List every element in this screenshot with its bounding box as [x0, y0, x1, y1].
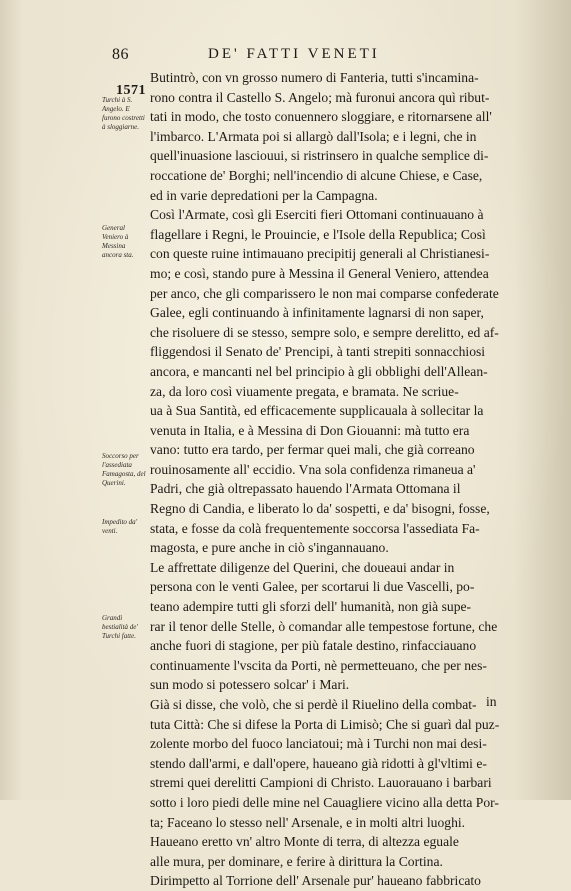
text-line: rar il tenor delle Stelle, ò comandar alle tempestose fortune, che	[150, 618, 498, 634]
margin-note: Turchi à S. Angelo. E furono costretti à sloggiarne.	[102, 96, 145, 131]
text-line: Le affrettate diligenze del Querini, che doueaui andar in	[150, 559, 455, 575]
text-line: fliggendosi il Senato de' Prencipi, à tanti strepiti sonnacchiosi	[150, 344, 486, 360]
text-line: tati in modo, che tosto conuennero sloggiare, e ritornarsene all'	[150, 109, 492, 125]
text-line: flagellare i Regni, le Prouincie, e l'Isole della Republica; Così	[150, 226, 486, 242]
text-line: persona con le venti Galee, per scortarui li due Vascelli, po-	[150, 579, 475, 595]
text-line: mo; e così, stando pure à Messina il General Veniero, attendea	[150, 265, 489, 281]
text-line: che risoluere di se stesso, sempre solo, e sempre derelitto, ed af-	[150, 324, 499, 340]
margin-note: Soccorso per l'assediata Famagosta, del Querini.	[102, 452, 146, 487]
margin-note: Grandi bestialità de' Turchi fatte.	[102, 614, 138, 640]
text-line: roccatione de' Borghi; nell'incendio di alcune Chiese, e Case,	[150, 167, 483, 183]
text-line: rouinosamente all' eccidio. Vna sola confidenza rimaneua a'	[150, 461, 476, 477]
body-text	[150, 68, 530, 891]
text-line: stata, e fosse da colà frequentemente soccorsa l'assediata Fa-	[150, 520, 480, 536]
text-line: ancora, e mancanti nel bel principio à gli obblighi dell'Allean-	[150, 363, 488, 379]
text-line: continuamente l'vscita da Porti, nè permetteuano, che per nes-	[150, 657, 487, 673]
text-line: teano adempire tutti gli sforzi dell' humanità, non già supe-	[150, 599, 472, 615]
text-line: za, da loro così viuamente pregata, e bramata. Ne scriue-	[150, 383, 459, 399]
text-line: sun modo si potessero solcar' i Mari.	[150, 677, 350, 693]
margin-note: Impedito da' venti.	[102, 518, 138, 535]
text-line: zolente morbo del fuoco lanciatoui; mà i Turchi non mai desi-	[150, 736, 487, 752]
text-line: quell'inuasione lasciouui, si ristrinsero in qualche semplice di-	[150, 148, 489, 164]
text-line: Già si disse, che volò, che si perdè il Riuelino della combat-	[150, 697, 477, 712]
text-line: venuta in Italia, e à Messina di Don Giouanni: mà tutto era	[150, 422, 470, 438]
text-line: ed in varie depredationi per la Campagna.	[150, 187, 378, 203]
margin-note: General Veniero à Messina ancora sta.	[102, 224, 134, 259]
text-line: magosta, e pure anche in ciò s'ingannauano.	[150, 540, 389, 556]
text-line: ta; Faceano lo stesso nell' Arsenale, e in molti altri luoghi.	[150, 814, 466, 830]
text-line: Regno di Candia, e liberato lo da' sospetti, e da' bisogni, fosse,	[150, 501, 490, 517]
text-line: tuta Città: Che si difese la Porta di Limisò; Che si guarì dal puz-	[150, 716, 500, 732]
running-title: DE' FATTI VENETI	[208, 46, 380, 62]
text-line: Padri, che già oltrepassato hauendo l'Armata Ottomana il	[150, 481, 461, 497]
page-number: 86	[112, 46, 129, 63]
text-line: Così l'Armate, così gli Eserciti fieri Ottomani continuauano à	[150, 207, 484, 223]
text-line: alle mura, per dominare, e ferire à dirittura la Cortina.	[150, 853, 443, 869]
text-line: rono contra il Castello S. Angelo; mà furonui ancora quì ribut-	[150, 89, 490, 105]
text-line: sotto i loro piedi delle mine nel Cauagliere vicino alla detta Por-	[150, 794, 499, 810]
text-line: con queste ruine intimauano precipitij generali al Christianesi-	[150, 246, 490, 262]
text-line: ua à Sua Santità, ed efficacemente supplicauala à sollecitar la	[150, 403, 484, 419]
text-line: vano: tutto era tardo, per fermar quei mali, che già correano	[150, 442, 475, 458]
text-line: anche fuori di stagione, per più fatale destino, rinfacciauano	[150, 638, 477, 654]
catchword: in	[486, 694, 497, 709]
text-line: l'imbarco. L'Armata poi si allargò dall'Isola; e i legni, che in	[150, 128, 477, 144]
page-header	[112, 46, 452, 66]
text-line: Galee, egli continuando à infinitamente lagnarsi di non saper,	[150, 305, 484, 321]
text-line: Dirimpetto al Torrione dell' Arsenale pur' haueano fabbricato	[150, 873, 481, 889]
text-line: Butintrò, con vn grosso numero di Fanteria, tutti s'incamina-	[150, 70, 479, 85]
margin-year: 1571	[116, 83, 146, 98]
text-line: Haueano eretto vn' altro Monte di terra, di altezza eguale	[150, 834, 459, 850]
text-line: per anco, che gli comparissero le non mai comparse confederate	[150, 285, 499, 301]
text-line: stendo dall'armi, e dall'opere, haueano già ridotti à gl'vltimi e-	[150, 755, 487, 771]
text-line: stremi quei derelitti Campioni di Christo. Lauorauano i barbari	[150, 775, 492, 791]
